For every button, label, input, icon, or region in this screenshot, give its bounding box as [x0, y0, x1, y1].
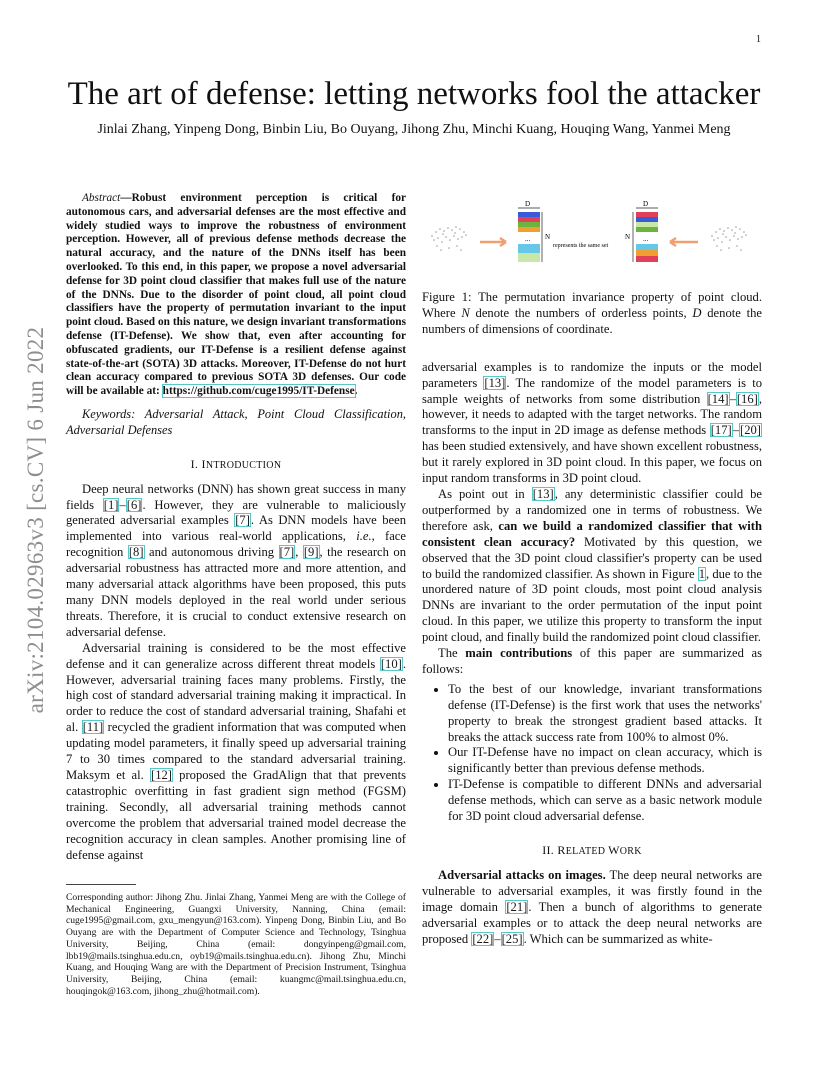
fig-middle-text: represents the same set [553, 243, 609, 249]
citation-link[interactable]: [12] [151, 767, 172, 782]
figure-1-caption: Figure 1: The permutation invariance property of point cloud. Where N denote the numbers of orderless points, D denote the numbers of dimensions of coordinate. [422, 290, 762, 336]
list-item: • To the best of our knowledge, invariant transformations defense (IT-Defense) is the first work that uses the networks' property to break the strongest gradient based attacks. It breaks the attack success rate from 100% to almost 0%. [448, 682, 762, 746]
contributions-list [422, 682, 762, 825]
citation-link[interactable]: [1] [103, 497, 119, 512]
figure-link[interactable]: 1 [698, 566, 706, 581]
section-heading-rest: NTRODUCTION [205, 459, 282, 471]
citation-link[interactable]: [10] [380, 656, 402, 671]
section-heading-introduction [66, 457, 406, 474]
related-work-paragraph: Adversarial attacks on images. The deep neural networks are vulnerable to adversarial examples, it was firstly found in the image domain [21]. Then a bunch of algorithms to generate adversarial examples or to attack the deep neural networks are proposed [22]–[25]. Which can be summarized as white- [422, 867, 762, 946]
abstract-end: . [354, 385, 358, 398]
citation-link[interactable]: [13] [532, 486, 554, 501]
citation-link[interactable]: [7] [235, 513, 250, 528]
citation-link[interactable]: [16] [736, 391, 758, 406]
point-cloud-left [431, 226, 467, 251]
code-link[interactable]: https://github.com/cuge1995/IT-Defense [162, 385, 355, 398]
intro-paragraph-1: Deep neural networks (DNN) has shown great success in many fields [1]–[6]. However, they are vulnerable to maliciously generated adversarial examples [7]. As DNN models have been implemented into various real-world applications, i.e., face recognition [8] and autonomous driving [7], [9], the research on adversarial robustness has attracted more and more attention, and many adversarial attack algorithms have been proposed, this puts many DNN models deployed in the real world under serious threats. Therefore, it is crucial to conduct extensive research on adversarial defense. [66, 481, 407, 639]
figure-1 [422, 196, 762, 282]
citation-link[interactable]: [6] [126, 497, 142, 512]
page-number: 1 [756, 34, 761, 45]
fig-label-n: N [545, 233, 551, 241]
fig-dots-right: ... [643, 235, 649, 243]
section-heading-cap: I [201, 456, 206, 471]
citation-link[interactable]: [20] [740, 423, 761, 438]
fig-dots: ... [525, 235, 531, 243]
citation-link[interactable]: [17] [710, 423, 732, 438]
right-column [422, 196, 762, 947]
fig-label-d: D [525, 200, 531, 208]
right-paragraph-2: As point out in [13], any deterministic classifier could be outperformed by a randomized one in terms of robustness. We therefore ask, can we build a randomized classifier that with consistent clean accuracy? Motivated by this question, we observed that the 3D point cloud classifier's property can be used to build the randomized classifier. As shown in Figure 1, due to the unordered nature of 3D point clouds, most point cloud analysis DNNs are invariant to the order permutation of the input point cloud. In this paper, we utilize this property to transform the input point cloud, and finally build the randomized point cloud classifier. [422, 486, 763, 645]
citation-link[interactable]: [8] [128, 545, 144, 560]
list-item: • Our IT-Defense have no impact on clean accuracy, which is significantly better than previous defense methods. [448, 745, 762, 777]
arxiv-watermark [0, 0, 60, 1072]
paper-authors: Jinlai Zhang, Yinpeng Dong, Binbin Liu, Bo Ouyang, Jihong Zhu, Minchi Kuang, Houqing Wang, Yanmei Meng [97, 122, 731, 137]
section-number: I. [190, 456, 202, 471]
arxiv-id: arXiv:2104.02963v3 [cs.CV] 6 Jun 2022 [23, 326, 48, 714]
abstract [66, 192, 406, 399]
citation-link[interactable]: [13] [484, 375, 506, 390]
abstract-label: Abstract [82, 192, 121, 204]
point-cloud-right [711, 226, 747, 251]
abstract-text: —Robust environment perception is critical for autonomous cars, and adversarial defenses are the most effective and widely studied ways to improve the robustness of environment perception. However, all of previous defense methods decrease the natural accuracy, and the nature of the DNNs itself has been overlooked. To this end, in this paper, we propose a novel adversarial defense for 3D point cloud classifier that makes full use of the nature of the DNNs. Due to the disorder of point cloud, all point cloud classifiers have the property of permutation invariant to the input point cloud. Based on this nature, we design invariant transformations defense (IT-Defense). We show that, even after accounting for obfuscated gradients, our IT-Defense is a resilient defense against state-of-the-art (SOTA) 3D attacks. Moreover, IT-Defense do not hurt clean accuracy compared to previous SOTA 3D defenses. Our code will be available at: [66, 192, 406, 398]
citation-link[interactable]: [25] [501, 931, 523, 946]
citation-link[interactable]: [22] [472, 931, 494, 946]
list-item: • IT-Defense is compatible to different DNNs and adversarial defense methods, which can serve as a basic network module for 3D point cloud adversarial defense. [448, 777, 762, 825]
paper-title: The art of defense: letting networks fool the attacker [67, 76, 761, 112]
left-column [66, 192, 406, 863]
intro-paragraph-2: Adversarial training is considered to be the most effective defense and it can generalize across different threat models [10]. However, adversarial training faces many problems. Firstly, the high cost of standard adversarial training making it impractical. In order to reduce the cost of standard adversarial training, Shafahi et al. [11] recycled the gradient information that was computed when updating model parameters, it finally speed up adversarial training 7 to 30 times compared to the standard adversarial training. Maksym et al. [12] proposed the GradAlign that that prevents catastrophic overfitting in fast gradient sign method (FGSM) training. Secondly, all adversarial training methods cannot overcome the problem that adversarial trained model decrease the recognition accuracy in clean samples. Another promising line of defense against [66, 640, 406, 862]
keywords: Keywords: Adversarial Attack, Point Cloud Classification, Adversarial Defenses [66, 406, 406, 437]
footnote-rule [66, 884, 136, 885]
right-paragraph-3: The main contributions of this paper are summarized as follows: [422, 646, 762, 676]
citation-link[interactable]: [7] [279, 545, 295, 560]
citation-link[interactable]: [9] [303, 545, 319, 560]
figure-1-illustration [422, 196, 762, 282]
citation-link[interactable]: [21] [506, 899, 528, 914]
fig-label-n-right: N [625, 233, 631, 241]
fig-label-d-right: D [643, 200, 649, 208]
right-paragraph-1: adversarial examples is to randomize the inputs or the model parameters [13]. The randomize of the model parameters is to sample weights of networks from some distribution [14]–[16], however, it needs to adapted with the target networks. The random transforms to the input in 2D image as defense methods [17]–[20] has been studied extensively, and have shown excellent robustness, but it rarely explored in 3D point cloud. In this paper, we focus on input random transforms in 3D point cloud. [422, 359, 762, 486]
citation-link[interactable]: [11] [82, 720, 104, 735]
footnote: Corresponding author: Jihong Zhu. Jinlai Zhang, Yanmei Meng are with the College of Mechanical Engineering, Guangxi University, Nanning, China (email: cuge1995@gmail.com, gxu_mengyun@163.com). Yinpeng Dong, Binbin Liu, and Bo Ouyang are with the Department of Computer Science and Technology, Tsinghua University, Beijing, China (email: dongyinpeng@gmail.com, lbb19@mails.tsinghua.edu.cn, oyb19@mails.tsinghua.edu.cn). Jihong Zhu, Minchi Kuang, and Houqing Wang are with the Department of Precision Instrument, Tsinghua University, Beijing, China (email: kuangmc@mail.tsinghua.edu.cn, houqingok@163.com, jihong_zhu@hotmail.com). [66, 892, 406, 997]
section-heading-related-work: II. RELATED WORK [542, 843, 642, 857]
citation-link[interactable]: [14] [707, 391, 729, 406]
